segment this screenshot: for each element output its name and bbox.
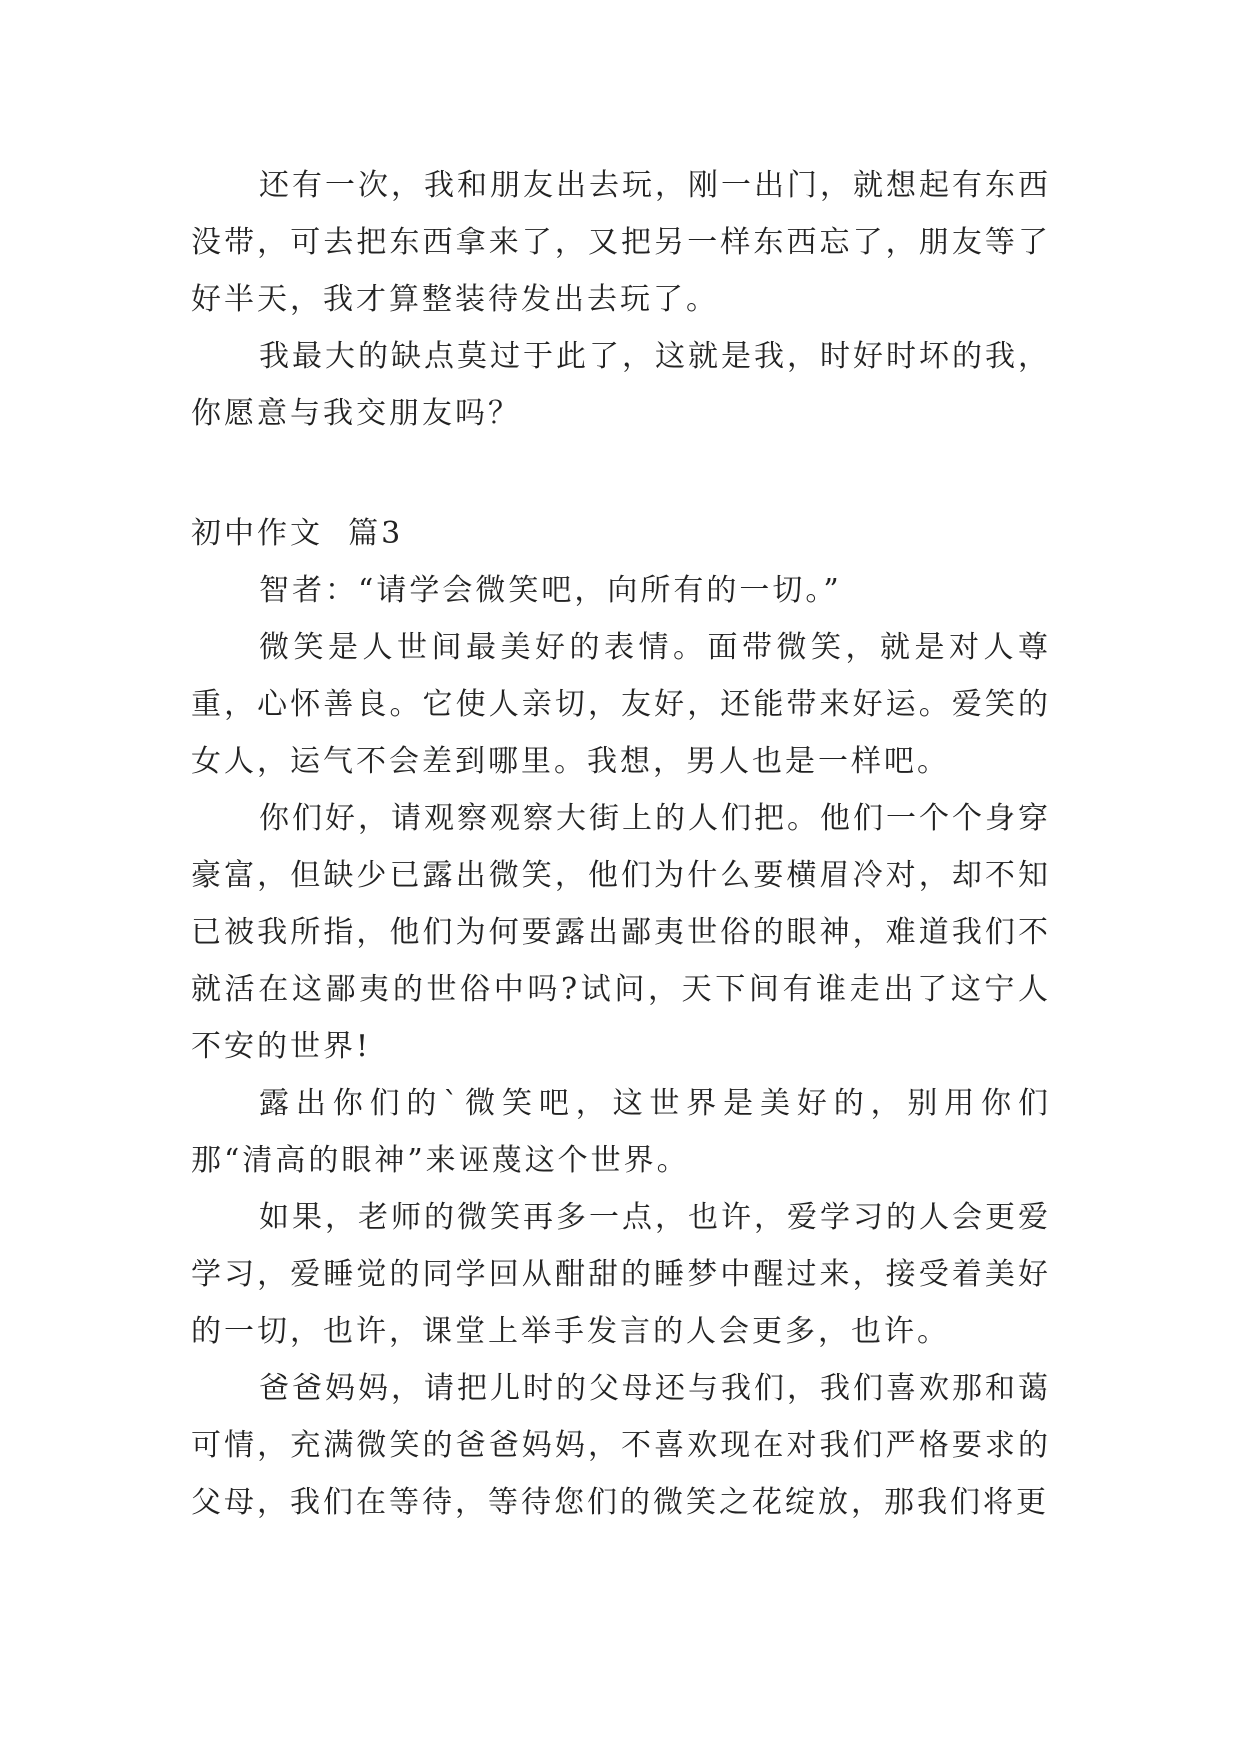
paragraph: 如果，老师的微笑再多一点，也许，爱学习的人会更爱学习，爱睡觉的同学回从酣甜的睡梦中醒过来，接受着美好的一切，也许，课堂上举手发言的人会更多，也许。 bbox=[191, 1200, 1051, 1349]
paragraph: 爸爸妈妈，请把儿时的父母还与我们，我们喜欢那和蔼可情，充满微笑的爸爸妈妈，不喜欢现在对我们严格要求的父母，我们在等待，等待您们的微笑之花绽放，那我们将更 bbox=[191, 1371, 1051, 1520]
paragraph: 智者：“请学会微笑吧，向所有的一切。” bbox=[259, 573, 842, 608]
paragraph: 我最大的缺点莫过于此了，这就是我，时好时坏的我，你愿意与我交朋友吗？ bbox=[191, 339, 1051, 431]
section-heading: 初中作文 篇3 bbox=[191, 516, 404, 551]
paragraph: 露出你们的`微笑吧，这世界是美好的，别用你们那“清高的眼神”来诬蔑这个世界。 bbox=[191, 1086, 1051, 1178]
paragraph: 还有一次，我和朋友出去玩，刚一出门，就想起有东西没带，可去把东西拿来了，又把另一样东西忘了，朋友等了好半天，我才算整装待发出去玩了。 bbox=[191, 168, 1051, 317]
paragraph: 你们好，请观察观察大街上的人们把。他们一个个身穿豪富，但缺少已露出微笑，他们为什么要横眉冷对，却不知已被我所指，他们为何要露出鄙夷世俗的眼神，难道我们不就活在这鄙夷的世俗中吗?试问，天下间有谁走出了这宁人不安的世界! bbox=[191, 801, 1051, 1064]
essay-section-3 bbox=[191, 505, 1051, 1531]
essay-continuation bbox=[191, 157, 1051, 442]
paragraph: 微笑是人世间最美好的表情。面带微笑，就是对人尊重，心怀善良。它使人亲切，友好，还能带来好运。爱笑的女人，运气不会差到哪里。我想，男人也是一样吧。 bbox=[191, 630, 1051, 779]
